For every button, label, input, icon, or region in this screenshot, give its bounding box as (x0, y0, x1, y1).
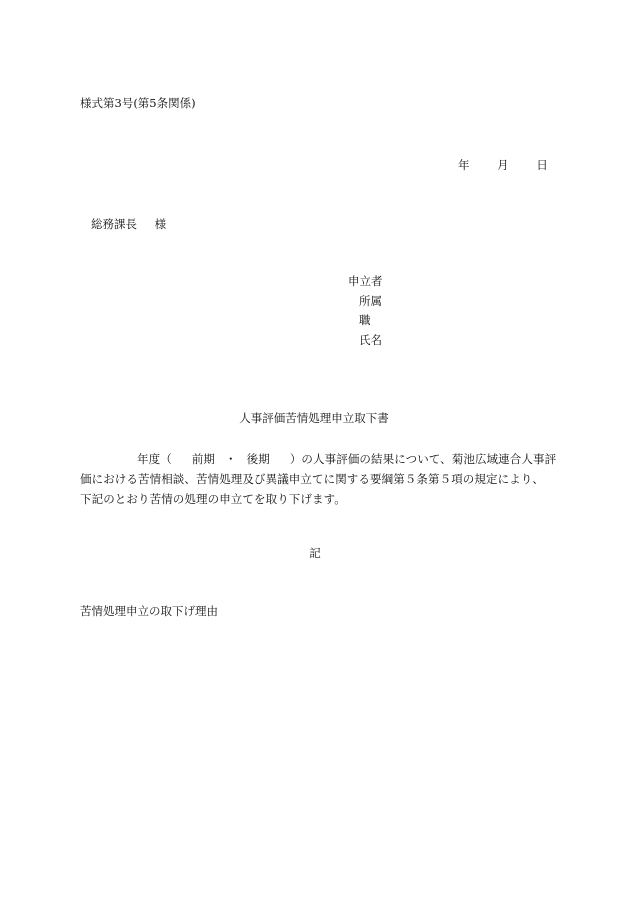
addressee-honorific: 様 (154, 217, 167, 231)
body-line-3: 下記のとおり苦情の処理の申立てを取り下げます。 (80, 492, 346, 506)
addressee (91, 217, 166, 233)
applicant-position-label: 職 (359, 313, 371, 327)
body-line-1 (80, 449, 557, 469)
applicant-heading: 申立者 (348, 274, 383, 288)
document-title (0, 411, 630, 427)
applicant-name-label: 氏名 (359, 332, 382, 347)
date-year-label: 年 (458, 158, 470, 172)
addressee-title: 総務課長 (91, 217, 137, 231)
reason-heading: 苦情処理申立の取下げ理由 (80, 604, 218, 618)
applicant-block (348, 274, 383, 352)
ki-label: 記 (309, 546, 321, 560)
applicant-department-label: 所属 (359, 293, 382, 308)
body-paragraph (80, 449, 557, 509)
document-title-text: 人事評価苦情処理申立取下書 (239, 411, 389, 425)
date-month-label: 月 (497, 158, 509, 172)
term-first: 前期 (191, 452, 216, 466)
body-line-1-suffix: ）の人事評価の結果について、菊池広域連合人事評 (289, 452, 557, 466)
body-line-1-prefix: 年度（ (137, 452, 172, 466)
body-line-2: 価における苦情相談、苦情処理及び異議申立てに関する要綱第５条第５項の規定により、 (80, 472, 544, 486)
term-separator: ・ (225, 452, 237, 466)
ki-heading (0, 546, 630, 562)
term-second: 後期 (246, 452, 270, 466)
form-number: 様式第3号(第5条関係) (80, 96, 196, 110)
date-line (458, 158, 548, 174)
date-day-label: 日 (536, 158, 548, 172)
